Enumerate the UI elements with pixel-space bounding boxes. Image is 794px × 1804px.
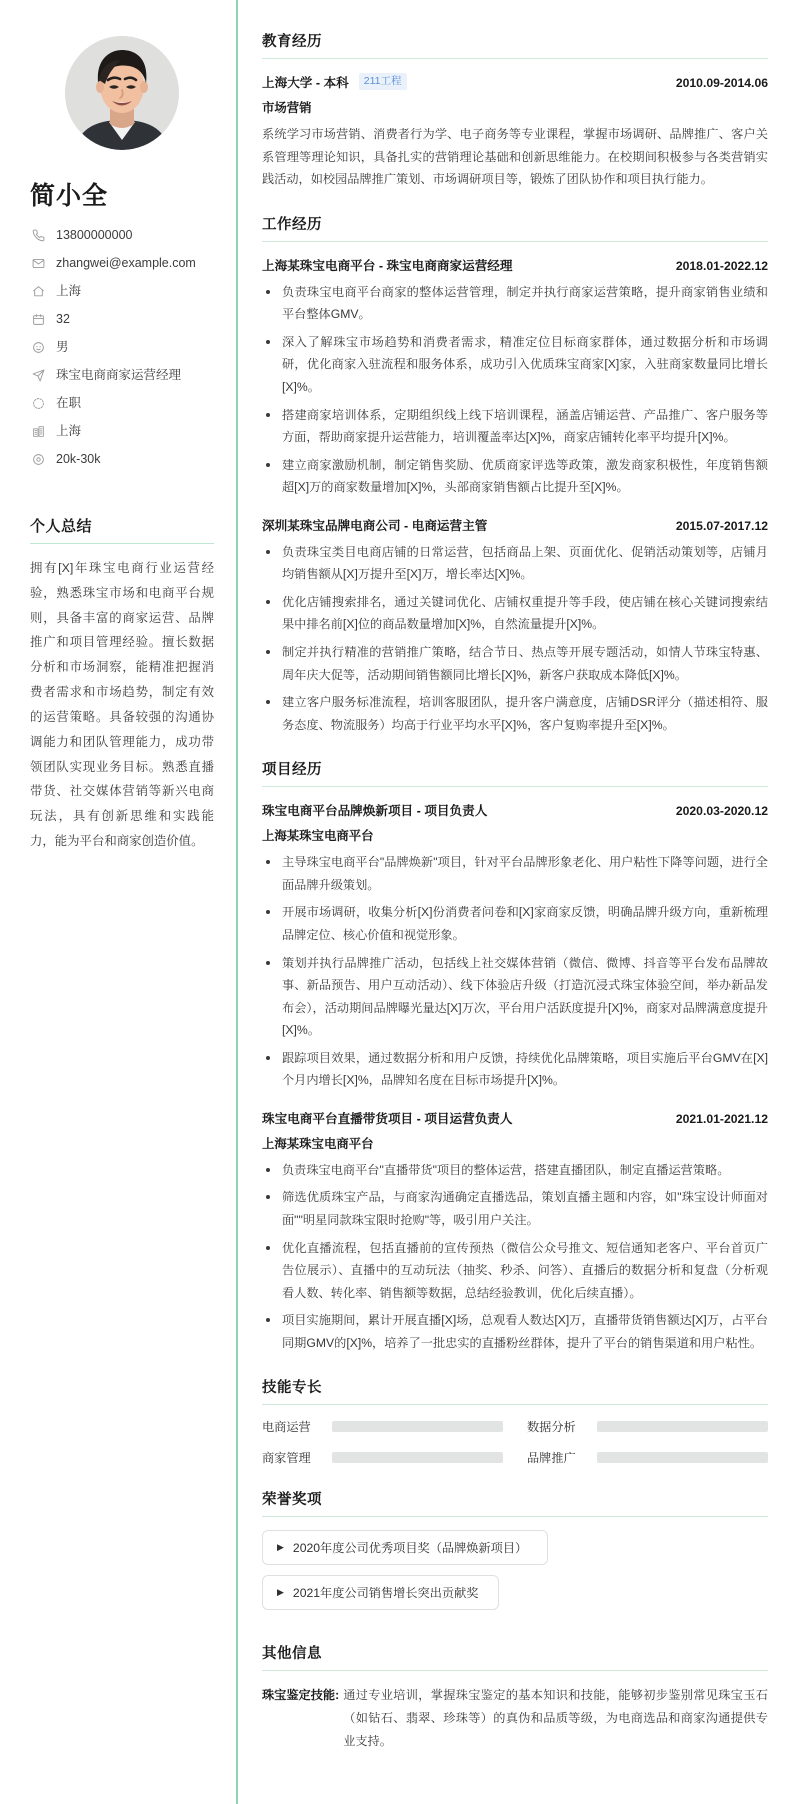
status-icon bbox=[30, 397, 47, 410]
work-date: 2018.01-2022.12 bbox=[675, 258, 768, 273]
contact-list bbox=[30, 228, 214, 467]
project-company: 上海某珠宝电商平台 bbox=[262, 829, 374, 844]
list-item: 负责珠宝类目电商店铺的日常运营，包括商品上架、页面优化、促销活动策划等，店铺月均销售额从[X]万提升至[X]万，增长率达[X]%。 bbox=[262, 541, 768, 586]
list-item: 主导珠宝电商平台"品牌焕新"项目，针对平台品牌形象老化、用户粘性下降等问题，进行全面品牌升级策划。 bbox=[262, 851, 768, 896]
work-title: 深圳某珠宝品牌电商公司 - 电商运营主管 bbox=[262, 518, 488, 533]
contact-value-age: 32 bbox=[56, 312, 70, 326]
project-entry-header bbox=[262, 1108, 768, 1127]
contact-value-city: 上海 bbox=[56, 424, 82, 438]
summary-text: 拥有[X]年珠宝电商行业运营经验，熟悉珠宝市场和电商平台规则，具备丰富的商家运营、品牌推广和项目管理经验。擅长数据分析和市场洞察，能精准把握消费者需求和市场趋势，制定有效的运营策略。具备较强的沟通协调能力和团队管理能力，成功带领团队实现业务目标。熟悉直播带货、社交媒体营销等新兴电商玩法，具有创新思维和实践能力，能为平台和商家创造价值。 bbox=[30, 561, 214, 848]
triangle-right-icon: ▶ bbox=[277, 1542, 284, 1553]
summary-section bbox=[30, 515, 214, 854]
project-bullets bbox=[262, 851, 768, 1092]
city-icon bbox=[30, 425, 47, 438]
contact-item-city bbox=[30, 424, 214, 439]
contact-value-position: 珠宝电商商家运营经理 bbox=[56, 368, 182, 382]
work-heading: 工作经历 bbox=[262, 213, 768, 242]
list-item: 建立商家激励机制，制定销售奖励、优质商家评选等政策，激发商家积极性，年度销售额超[X]万的商家数量增加[X]%，头部商家销售额占比提升至[X]%。 bbox=[262, 454, 768, 499]
project-bullets bbox=[262, 1159, 768, 1355]
contact-value-hometown: 上海 bbox=[56, 284, 82, 298]
sidebar bbox=[0, 0, 238, 1804]
contact-item-age bbox=[30, 312, 214, 327]
work-title: 上海某珠宝电商平台 - 珠宝电商商家运营经理 bbox=[262, 258, 513, 273]
honor-text: 2020年度公司优秀项目奖（品牌焕新项目） bbox=[292, 1541, 528, 1556]
main-content bbox=[238, 0, 794, 1804]
education-section bbox=[262, 30, 768, 191]
skill-row bbox=[527, 1449, 768, 1466]
education-school bbox=[262, 72, 407, 91]
skills-heading: 技能专长 bbox=[262, 1376, 768, 1405]
honor-item[interactable] bbox=[262, 1530, 548, 1565]
honors-section bbox=[262, 1488, 768, 1620]
contact-item-email bbox=[30, 256, 214, 271]
contact-value-phone: 13800000000 bbox=[56, 228, 133, 242]
work-bullets bbox=[262, 541, 768, 737]
list-item: 制定并执行精准的营销推广策略，结合节日、热点等开展专题活动，如情人节珠宝特惠、周年庆大促等，活动期间销售额同比增长[X]%，新客户获取成本降低[X]%。 bbox=[262, 641, 768, 686]
contact-value-gender: 男 bbox=[56, 340, 69, 354]
calendar-icon bbox=[30, 313, 47, 326]
skill-row bbox=[262, 1449, 503, 1466]
projects-heading: 项目经历 bbox=[262, 758, 768, 787]
skill-label: 数据分析 bbox=[527, 1420, 576, 1435]
skill-progress-track bbox=[332, 1452, 503, 1463]
contact-item-status bbox=[30, 396, 214, 411]
contact-item-position bbox=[30, 368, 214, 383]
contact-value-status: 在职 bbox=[56, 396, 82, 410]
summary-heading: 个人总结 bbox=[30, 515, 214, 544]
education-description: 系统学习市场营销、消费者行为学、电子商务等专业课程，掌握市场调研、品牌推广、客户关系管理等理论知识，具备扎实的营销理论基础和创新思维能力。在校期间积极参与各类营销实践活动，如校园品牌推广策划、市场调研项目等，锻炼了团队协作和项目执行能力。 bbox=[262, 127, 768, 187]
list-item: 优化直播流程，包括直播前的宣传预热（微信公众号推文、短信通知老客户、平台首页广告位展示）、直播中的互动玩法（抽奖、秒杀、问答）、直播后的数据分析和复盘（分析观看人数、转化率、销售额等数据，总结经验教训，优化后续直播）。 bbox=[262, 1237, 768, 1305]
education-date: 2010.09-2014.06 bbox=[675, 76, 768, 90]
contact-item-phone bbox=[30, 228, 214, 243]
work-entry-header bbox=[262, 255, 768, 274]
project-date: 2020.03-2020.12 bbox=[675, 804, 768, 819]
work-entry bbox=[262, 255, 768, 499]
contact-item-salary bbox=[30, 452, 214, 467]
list-item: 深入了解珠宝市场趋势和消费者需求，精准定位目标商家群体，通过数据分析和市场调研，优化商家入驻流程和服务体系，成功引入优质珠宝商家[X]家，入驻商家数量同比增长[X]%。 bbox=[262, 331, 768, 399]
person-name: 简小全 bbox=[30, 182, 109, 210]
avatar bbox=[65, 36, 179, 150]
honor-row bbox=[262, 1530, 768, 1575]
home-icon bbox=[30, 285, 47, 298]
skills-section bbox=[262, 1376, 768, 1466]
list-item: 开展市场调研，收集分析[X]份消费者问卷和[X]家商家反馈，明确品牌升级方向，重新梳理品牌定位、核心价值和视觉形象。 bbox=[262, 901, 768, 946]
skill-label: 品牌推广 bbox=[527, 1451, 576, 1466]
education-heading: 教育经历 bbox=[262, 30, 768, 59]
education-entry bbox=[262, 72, 768, 191]
project-entry-header bbox=[262, 800, 768, 819]
skill-row bbox=[527, 1418, 768, 1435]
project-entry bbox=[262, 800, 768, 1092]
list-item: 负责珠宝电商平台"直播带货"项目的整体运营，搭建直播团队，制定直播运营策略。 bbox=[262, 1159, 768, 1182]
education-major: 市场营销 bbox=[262, 101, 312, 115]
list-item: 负责珠宝电商平台商家的整体运营管理，制定并执行商家运营策略，提升商家销售业绩和平台整体GMV。 bbox=[262, 281, 768, 326]
other-info-section bbox=[262, 1642, 768, 1752]
education-school-label: 上海大学 - 本科 bbox=[262, 76, 349, 90]
list-item: 建立客户服务标准流程，培训客服团队，提升客户满意度，店铺DSR评分（描述相符、服务态度、物流服务）均高于行业平均水平[X]%，客户复购率提升至[X]%。 bbox=[262, 691, 768, 736]
work-bullets bbox=[262, 281, 768, 499]
other-info-row bbox=[262, 1684, 768, 1752]
work-entry bbox=[262, 515, 768, 737]
education-entry-header bbox=[262, 72, 768, 91]
honor-row bbox=[262, 1575, 768, 1620]
projects-section bbox=[262, 758, 768, 1354]
position-icon bbox=[30, 369, 47, 382]
list-item: 筛选优质珠宝产品，与商家沟通确定直播选品，策划直播主题和内容，如"珠宝设计师面对面""明星同款珠宝限时抢购"等，吸引用户关注。 bbox=[262, 1186, 768, 1231]
phone-icon bbox=[30, 229, 47, 242]
skill-row bbox=[262, 1418, 503, 1435]
other-info-heading: 其他信息 bbox=[262, 1642, 768, 1671]
skill-label: 商家管理 bbox=[262, 1451, 311, 1466]
honors-heading: 荣誉奖项 bbox=[262, 1488, 768, 1517]
contact-value-salary: 20k-30k bbox=[56, 452, 101, 466]
project-title: 珠宝电商平台品牌焕新项目 - 项目负责人 bbox=[262, 804, 488, 819]
avatar-wrapper bbox=[30, 36, 214, 150]
contact-item-hometown bbox=[30, 284, 214, 299]
project-title: 珠宝电商平台直播带货项目 - 项目运营负责人 bbox=[262, 1111, 513, 1126]
project-company: 上海某珠宝电商平台 bbox=[262, 1136, 374, 1151]
contact-value-email: zhangwei@example.com bbox=[56, 256, 196, 270]
skill-progress-track bbox=[597, 1421, 768, 1432]
salary-icon bbox=[30, 453, 47, 466]
skills-grid bbox=[262, 1418, 768, 1466]
contact-item-gender bbox=[30, 340, 214, 355]
skill-progress-track bbox=[597, 1452, 768, 1463]
project-date: 2021.01-2021.12 bbox=[675, 1111, 768, 1126]
list-item: 策划并执行品牌推广活动，包括线上社交媒体营销（微信、微博、抖音等平台发布品牌故事、新品预告、用户互动活动）、线下体验店升级（打造沉浸式珠宝体验空间，举办新品发布会），活动期间品牌曝光量达[X]万次，平台用户活跃度提升[X]%，商家对品牌满意度提升[X]%。 bbox=[262, 952, 768, 1042]
list-item: 优化店铺搜索排名，通过关键词优化、店铺权重提升等手段，使店铺在核心关键词搜索结果中排名前[X]位的商品数量增加[X]%，自然流量提升[X]%。 bbox=[262, 591, 768, 636]
portrait-photo-icon bbox=[65, 36, 179, 150]
other-info-label: 珠宝鉴定技能: bbox=[262, 1688, 340, 1703]
list-item: 项目实施期间，累计开展直播[X]场，总观看人数达[X]万，直播带货销售额达[X]万，占平台同期GMV的[X]%，培养了一批忠实的直播粉丝群体，提升了平台的销售渠道和用户粘性。 bbox=[262, 1309, 768, 1354]
email-icon bbox=[30, 257, 47, 270]
project-entry bbox=[262, 1108, 768, 1355]
education-tag-badge: 211工程 bbox=[359, 73, 407, 90]
honor-text: 2021年度公司销售增长突出贡献奖 bbox=[292, 1586, 479, 1601]
work-date: 2015.07-2017.12 bbox=[675, 518, 768, 533]
honor-item[interactable] bbox=[262, 1575, 499, 1610]
work-section bbox=[262, 213, 768, 737]
skill-progress-track bbox=[332, 1421, 503, 1432]
skill-label: 电商运营 bbox=[262, 1420, 311, 1435]
other-info-text: 通过专业培训，掌握珠宝鉴定的基本知识和技能，能够初步鉴别常见珠宝玉石（如钻石、翡翠、珍珠等）的真伪和品质等级，为电商选品和商家沟通提供专业支持。 bbox=[343, 1688, 768, 1748]
list-item: 跟踪项目效果，通过数据分析和用户反馈，持续优化品牌策略，项目实施后平台GMV在[X]个月内增长[X]%，品牌知名度在目标市场提升[X]%。 bbox=[262, 1047, 768, 1092]
work-entry-header bbox=[262, 515, 768, 534]
list-item: 搭建商家培训体系，定期组织线上线下培训课程，涵盖店铺运营、产品推广、客户服务等方面，帮助商家提升运营能力，培训覆盖率达[X]%，商家店铺转化率平均提升[X]%。 bbox=[262, 404, 768, 449]
triangle-right-icon: ▶ bbox=[277, 1587, 284, 1598]
gender-icon bbox=[30, 341, 47, 354]
